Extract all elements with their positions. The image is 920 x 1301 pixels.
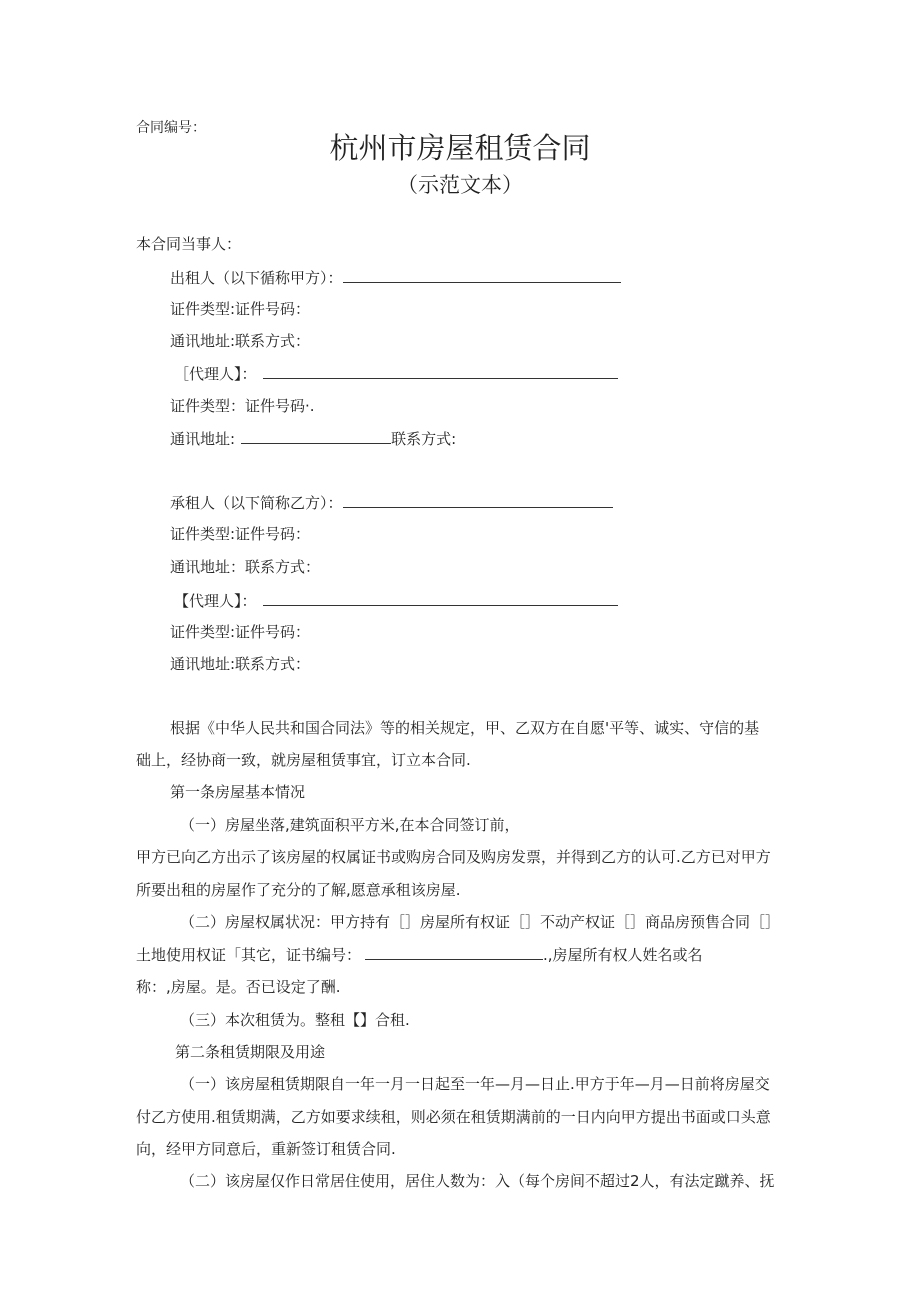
lessee-agent-line [174, 590, 618, 611]
article-1-title: 第一条房屋基本情况 [170, 783, 306, 801]
article-2-item-2-line-1: （二）该房屋仅作日常居住使用，居住人数为：入（每个房间不超过2人，有法定蹴养、抚 [180, 1172, 775, 1190]
article-1-item-2-line-3: 称：,房屋。是。否已设定了酬. [136, 978, 341, 996]
lessee-agent-id-line: 证件类型:证件号码： [170, 623, 311, 641]
lessor-label: 出租人（以下循称甲方）： [170, 269, 343, 287]
lessor-agent-line [174, 363, 618, 384]
article-2-title: 第二条租赁期限及用途 [175, 1043, 326, 1061]
lessor-agent-label: ［代理人】： [174, 365, 257, 383]
lessor-address-line: 通讯地址:联系方式： [170, 332, 311, 350]
owner-name-label: .,房屋所有权人姓名或名 [543, 946, 703, 964]
article-2-item-1-line-3: 向，经甲方同意后，重新签订租赁合同. [136, 1140, 396, 1158]
article-1-item-1-line-2: 甲方已向乙方出示了该房屋的权属证书或购房合同及购房发票，并得到乙方的认可.乙方已对甲方 [136, 848, 771, 866]
lessee-address-line: 通讯地址：联系方式： [170, 558, 321, 576]
lessor-blank [343, 267, 621, 283]
certificate-number-label: 土地使用权证「其它，证书编号： [136, 946, 362, 964]
lessee-agent-label: 【代理人】： [174, 592, 257, 610]
article-2-item-1-line-2: 付乙方使用.租赁期满，乙方如要求续租，则必须在租赁期满前的一日内向甲方提出书面或口头意 [136, 1108, 771, 1126]
lessor-agent-contact-label: 联系方式: [391, 430, 457, 448]
lessee-agent-blank [263, 590, 618, 606]
article-1-item-2-line-1: （二）房屋权属状况：甲方持有［］房屋所有权证［］不动产权证［］商品房预售合同［］ [180, 913, 781, 931]
parties-intro: 本合同当事人： [136, 235, 242, 253]
lessor-agent-id-line: 证件类型：证件号码·. [170, 397, 315, 415]
lessor-id-line: 证件类型:证件号码： [170, 300, 311, 318]
lessor-agent-blank [263, 363, 618, 379]
article-1-item-1-line-1: （一）房屋坐落,建筑面积平方米,在本合同签订前， [180, 816, 520, 834]
article-1-item-3: （三）本次租赁为。整租【】合租. [180, 1011, 410, 1029]
lessee-id-line: 证件类型:证件号码： [170, 525, 311, 543]
lessee-agent-address-line: 通讯地址:联系方式： [170, 655, 311, 673]
preamble-line-2: 础上，经协商一致，就房屋租赁事宜，订立本合同. [136, 751, 471, 769]
lessor-agent-address-line [170, 428, 456, 449]
lessee-line [170, 492, 613, 513]
article-1-item-1-line-3: 所要出租的房屋作了充分的了解,愿意承租该房屋. [136, 881, 461, 899]
lessor-agent-address-blank [241, 428, 391, 444]
article-2-item-1-line-1: （一）该房屋租赁期限自一年一月一日起至一年—月—日止.甲方于年—月—日前将房屋交 [180, 1075, 770, 1093]
lessee-blank [343, 492, 613, 508]
contract-number-label: 合同编号： [136, 120, 206, 136]
document-subtitle: （示范文本） [397, 173, 523, 197]
certificate-number-blank [365, 944, 543, 960]
document-title: 杭州市房屋租赁合同 [329, 131, 591, 165]
lessee-label: 承租人（以下简称乙方）： [170, 494, 343, 512]
lessor-agent-address-label: 通讯地址: [170, 430, 236, 448]
preamble-line-1: 根据《中华人民共和国合同法》等的相关规定，甲、乙双方在自愿'平等、诚实、守信的基 [170, 719, 760, 737]
article-1-item-2-line-2 [136, 944, 703, 965]
lessor-line [170, 267, 621, 288]
